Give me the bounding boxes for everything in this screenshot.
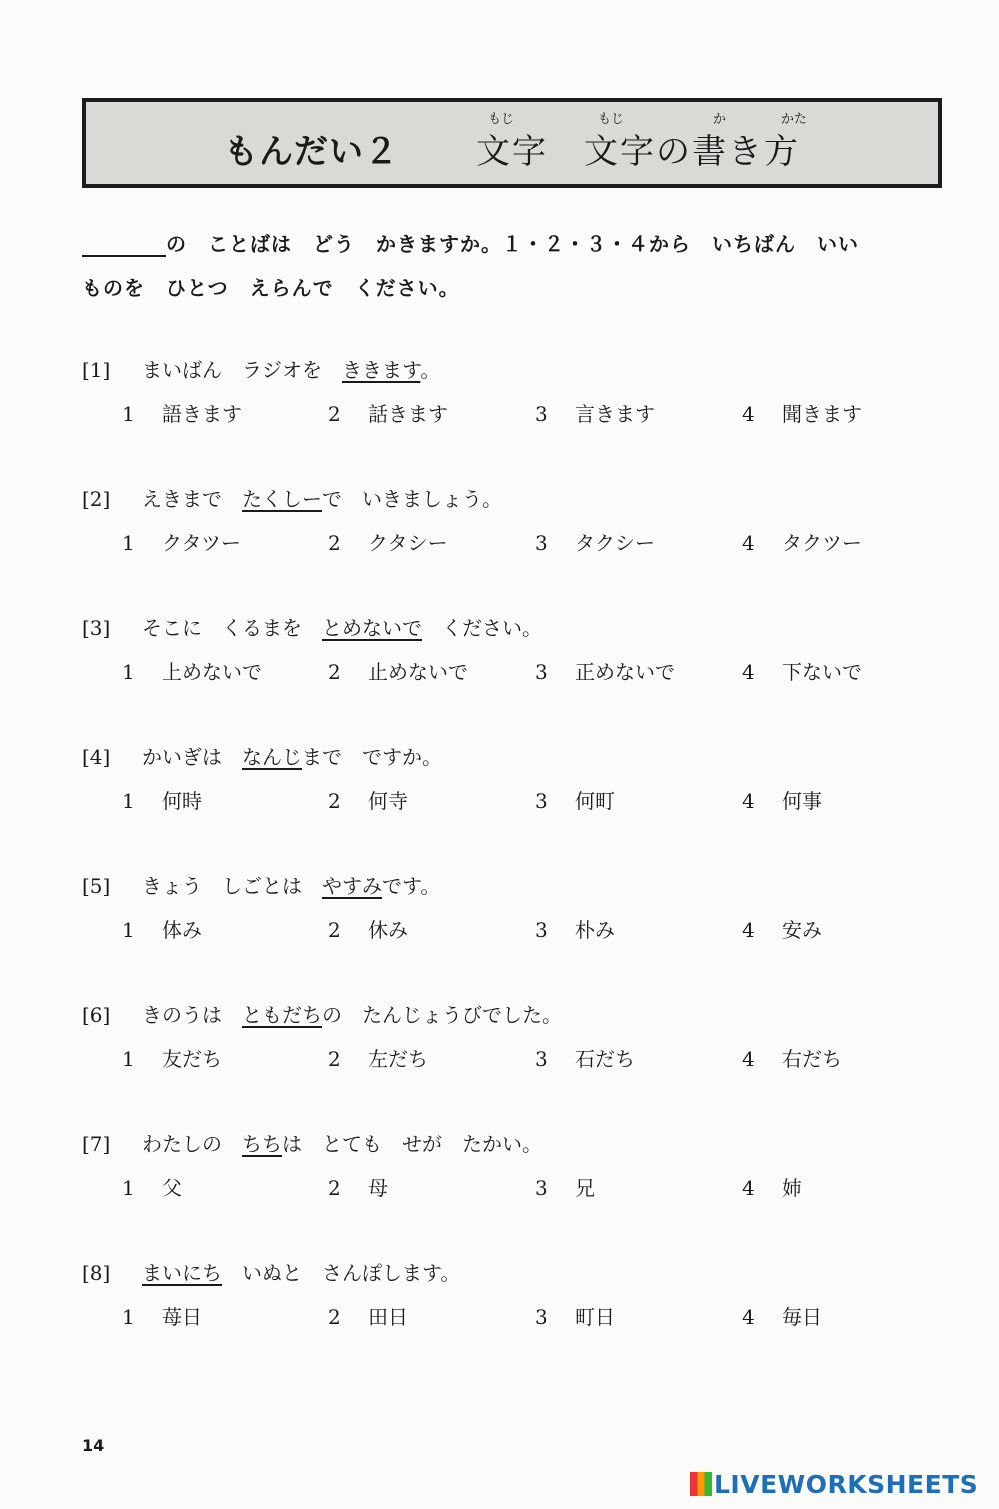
- stem-after: 。: [420, 358, 441, 382]
- answer-option[interactable]: [288, 1301, 408, 1330]
- answer-option[interactable]: [495, 1301, 615, 1330]
- option-number: 2: [328, 660, 341, 684]
- answer-option[interactable]: [495, 1043, 635, 1072]
- stem-after: いぬと さんぽします。: [222, 1261, 461, 1285]
- option-number: 3: [535, 1176, 548, 1200]
- stem-after: の たんじょうびでした。: [322, 1003, 562, 1027]
- question-number: [4]: [82, 745, 111, 769]
- answer-options: [82, 527, 922, 555]
- question-stem: [82, 743, 922, 771]
- question-number: [6]: [82, 1003, 111, 1027]
- option-text: 上めないで: [162, 660, 262, 684]
- question-4: [82, 743, 922, 813]
- question-number: [1]: [82, 358, 111, 382]
- option-text: 何寺: [368, 789, 408, 813]
- stem-before: えきまで: [142, 487, 242, 511]
- question-number: [7]: [82, 1132, 111, 1156]
- stem-before: わたしの: [142, 1132, 242, 1156]
- stem-after: は とても せが たかい。: [282, 1132, 542, 1156]
- option-text: 正めないで: [575, 660, 675, 684]
- answer-option[interactable]: [288, 398, 448, 427]
- answer-option[interactable]: [495, 656, 675, 685]
- answer-option[interactable]: [702, 914, 822, 943]
- option-number: 3: [535, 789, 548, 813]
- option-text: 朴み: [575, 918, 615, 942]
- option-text: 町日: [575, 1305, 615, 1329]
- page-number: 14: [82, 1436, 105, 1455]
- answer-option[interactable]: [702, 398, 862, 427]
- option-text: 何町: [575, 789, 615, 813]
- answer-option[interactable]: [288, 1043, 428, 1072]
- question-8: [82, 1259, 922, 1329]
- stem-after: で いきましょう。: [322, 487, 502, 511]
- stem-before: かいぎは: [142, 745, 242, 769]
- underlined-word: ともだち: [242, 1003, 322, 1027]
- option-text: 言きます: [575, 402, 655, 426]
- question-stem: [82, 872, 922, 900]
- option-text: タクシー: [575, 531, 655, 555]
- option-text: 左だち: [368, 1047, 428, 1071]
- question-number: [2]: [82, 487, 111, 511]
- answer-option[interactable]: [82, 785, 202, 814]
- option-text: 右だち: [782, 1047, 842, 1071]
- ruby-moji-1: もじ: [488, 112, 515, 127]
- answer-options: [82, 398, 922, 426]
- answer-options: [82, 1172, 922, 1200]
- option-number: 2: [328, 789, 341, 813]
- option-text: タクツー: [782, 531, 862, 555]
- option-number: 4: [742, 531, 755, 555]
- option-text: 兄: [575, 1176, 595, 1200]
- option-number: 4: [742, 660, 755, 684]
- answer-option[interactable]: [495, 785, 615, 814]
- option-number: 2: [328, 918, 341, 942]
- option-number: 4: [742, 1047, 755, 1071]
- option-number: 4: [742, 789, 755, 813]
- answer-option[interactable]: [702, 1172, 802, 1201]
- answer-option[interactable]: [702, 527, 862, 556]
- ruby-moji-2: もじ: [598, 112, 625, 127]
- stem-after: まで ですか。: [302, 745, 442, 769]
- underlined-word: やすみ: [322, 874, 382, 898]
- instruction-line-1: [82, 228, 859, 257]
- answer-options: [82, 785, 922, 813]
- option-number: 2: [328, 402, 341, 426]
- question-number: [3]: [82, 616, 111, 640]
- question-number: [8]: [82, 1261, 111, 1285]
- question-2: [82, 485, 922, 555]
- title-box: [82, 98, 942, 188]
- section-subtitle: 文字 文字の書き方: [476, 132, 800, 172]
- option-number: 3: [535, 918, 548, 942]
- answer-option[interactable]: [702, 656, 862, 685]
- option-text: 何時: [162, 789, 202, 813]
- underlined-word: ちち: [242, 1132, 282, 1156]
- question-7: [82, 1130, 922, 1200]
- option-number: 2: [328, 1176, 341, 1200]
- answer-blank: [82, 235, 166, 257]
- underlined-word: たくしー: [242, 487, 322, 511]
- option-text: 語きます: [162, 402, 242, 426]
- option-text: 聞きます: [782, 402, 862, 426]
- answer-option[interactable]: [495, 398, 655, 427]
- answer-options: [82, 1301, 922, 1329]
- option-number: 3: [535, 531, 548, 555]
- option-number: 1: [122, 531, 135, 555]
- option-text: 苺日: [162, 1305, 202, 1329]
- option-number: 2: [328, 1305, 341, 1329]
- question-number: [5]: [82, 874, 111, 898]
- option-number: 1: [122, 1176, 135, 1200]
- option-text: 田日: [368, 1305, 408, 1329]
- option-text: 母: [368, 1176, 388, 1200]
- option-number: 4: [742, 402, 755, 426]
- answer-option[interactable]: [495, 1172, 595, 1201]
- stem-before: きょう しごとは: [142, 874, 322, 898]
- brand-text: LIVEWORKSHEETS: [714, 1470, 979, 1499]
- option-text: 何事: [782, 789, 822, 813]
- option-text: クタツー: [162, 531, 241, 555]
- answer-option[interactable]: [288, 1172, 388, 1201]
- option-number: 3: [535, 660, 548, 684]
- option-text: クタシー: [368, 531, 448, 555]
- answer-option[interactable]: [82, 1301, 202, 1330]
- instruction-text-2: ものを ひとつ えらんで ください。: [82, 276, 460, 300]
- answer-option[interactable]: [495, 914, 615, 943]
- stem-after: ください。: [422, 616, 542, 640]
- option-number: 1: [122, 402, 135, 426]
- question-stem: [82, 614, 922, 642]
- answer-option[interactable]: [288, 785, 408, 814]
- stem-before: そこに くるまを: [142, 616, 322, 640]
- brand-logo: [690, 1470, 978, 1499]
- option-number: 1: [122, 918, 135, 942]
- question-1: [82, 356, 922, 426]
- option-number: 4: [742, 1176, 755, 1200]
- answer-option[interactable]: [702, 785, 822, 814]
- answer-option[interactable]: [702, 1043, 842, 1072]
- underlined-word: なんじ: [242, 745, 302, 769]
- question-5: [82, 872, 922, 942]
- option-number: 1: [122, 1305, 135, 1329]
- answer-option[interactable]: [702, 1301, 822, 1330]
- option-text: 石だち: [575, 1047, 635, 1071]
- option-number: 4: [742, 918, 755, 942]
- answer-option[interactable]: [288, 527, 448, 556]
- question-3: [82, 614, 922, 684]
- instruction-text-1: の ことばは どう かきますか。１・２・３・４から いちばん いい: [166, 232, 859, 256]
- stem-after: です。: [382, 874, 441, 898]
- brand-icon: [690, 1472, 712, 1496]
- answer-option[interactable]: [82, 1043, 222, 1072]
- option-number: 1: [122, 789, 135, 813]
- underlined-word: ききます: [342, 358, 421, 382]
- option-text: 毎日: [782, 1305, 822, 1329]
- option-text: 止めないで: [368, 660, 468, 684]
- underlined-word: まいにち: [142, 1261, 222, 1285]
- question-stem: [82, 1001, 922, 1029]
- answer-option[interactable]: [82, 527, 241, 556]
- answer-option[interactable]: [288, 914, 408, 943]
- option-number: 4: [742, 1305, 755, 1329]
- answer-option[interactable]: [288, 656, 468, 685]
- option-number: 3: [535, 402, 548, 426]
- question-stem: [82, 485, 922, 513]
- question-stem: [82, 1130, 922, 1158]
- option-text: 友だち: [162, 1047, 222, 1071]
- option-text: 安み: [782, 918, 822, 942]
- answer-options: [82, 914, 922, 942]
- ruby-ka: か: [713, 112, 727, 127]
- answer-option[interactable]: [82, 656, 262, 685]
- option-text: 父: [162, 1176, 182, 1200]
- answer-options: [82, 656, 922, 684]
- question-stem: [82, 356, 922, 384]
- answer-option[interactable]: [495, 527, 655, 556]
- answer-option[interactable]: [82, 1172, 182, 1201]
- section-title: もんだい２: [224, 132, 399, 172]
- answer-option[interactable]: [82, 398, 242, 427]
- question-stem: [82, 1259, 922, 1287]
- stem-before: きのうは: [142, 1003, 242, 1027]
- option-text: 体み: [162, 918, 202, 942]
- option-text: 下ないで: [782, 660, 862, 684]
- answer-options: [82, 1043, 922, 1071]
- option-number: 3: [535, 1047, 548, 1071]
- option-text: 姉: [782, 1176, 802, 1200]
- option-number: 2: [328, 531, 341, 555]
- option-text: 話きます: [368, 402, 448, 426]
- option-number: 3: [535, 1305, 548, 1329]
- ruby-kata: かた: [781, 112, 808, 127]
- option-number: 1: [122, 1047, 135, 1071]
- stem-before: まいばん ラジオを: [142, 358, 342, 382]
- underlined-word: とめないで: [322, 616, 422, 640]
- answer-option[interactable]: [82, 914, 202, 943]
- instruction-line-2: [82, 272, 460, 301]
- option-text: 休み: [368, 918, 408, 942]
- option-number: 2: [328, 1047, 341, 1071]
- option-number: 1: [122, 660, 135, 684]
- question-6: [82, 1001, 922, 1071]
